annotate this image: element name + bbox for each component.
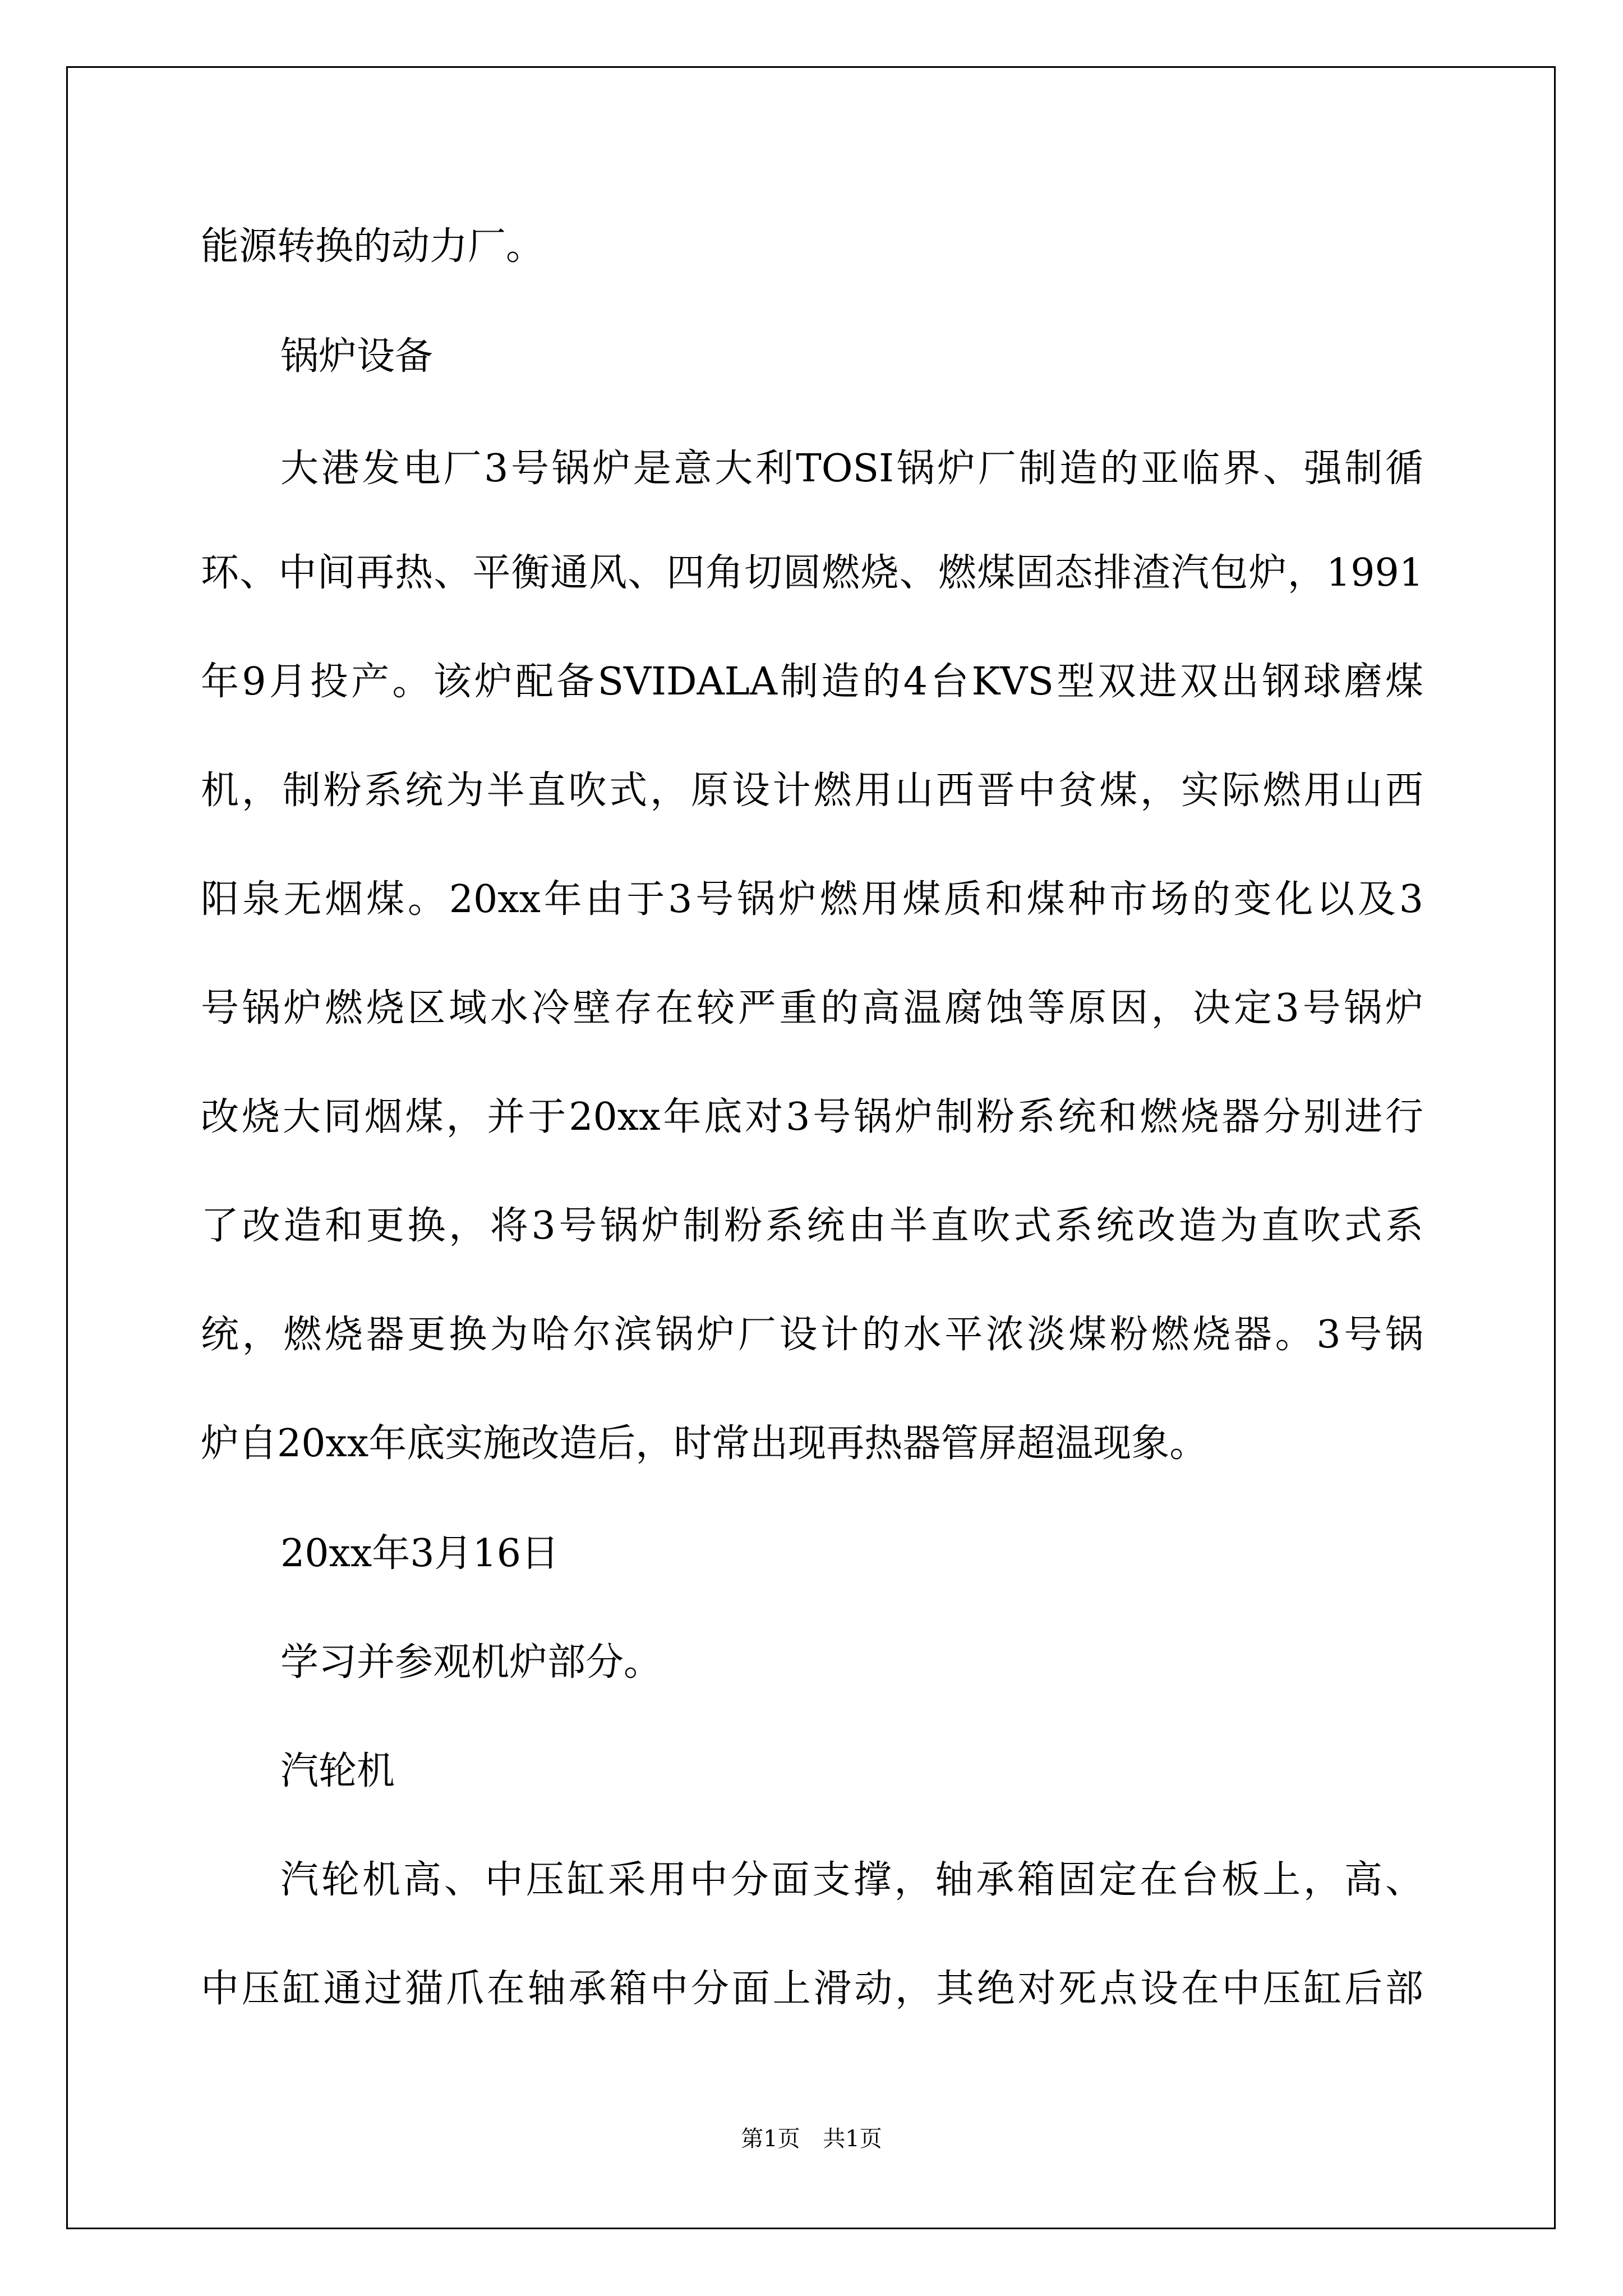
page-border bbox=[66, 66, 1556, 2229]
study-line: 学习并参观机炉部分。 bbox=[280, 1640, 662, 1685]
page-footer bbox=[0, 2125, 1623, 2153]
date-line: 20xx年3月16日 bbox=[280, 1531, 560, 1576]
paragraph-tail: 能源转换的动力厂。 bbox=[201, 224, 545, 269]
section-heading-turbine: 汽轮机 bbox=[280, 1749, 395, 1793]
boiler-line-1: 大港发电厂3号锅炉是意大利TOSI锅炉厂制造的亚临界、强制循 bbox=[280, 447, 1423, 491]
section-heading-boiler: 锅炉设备 bbox=[280, 334, 434, 379]
boiler-line-2: 环、中间再热、平衡通风、四角切圆燃烧、燃煤固态排渣汽包炉，1991 bbox=[201, 551, 1423, 595]
boiler-line-3: 年9月投产。该炉配备SVIDALA制造的4台KVS型双进双出钢球磨煤 bbox=[201, 660, 1423, 704]
turbine-line-2: 中压缸通过猫爪在轴承箱中分面上滑动，其绝对死点设在中压缸后部 bbox=[201, 1967, 1423, 2011]
boiler-line-4: 机，制粉系统为半直吹式，原设计燃用山西晋中贫煤，实际燃用山西 bbox=[201, 769, 1423, 813]
page-total: 共1页 bbox=[823, 2126, 882, 2152]
boiler-line-9: 统，燃烧器更换为哈尔滨锅炉厂设计的水平浓淡煤粉燃烧器。3号锅 bbox=[201, 1313, 1423, 1357]
boiler-line-5: 阳泉无烟煤。20xx年由于3号锅炉燃用煤质和煤种市场的变化以及3 bbox=[201, 877, 1423, 922]
boiler-line-10: 炉自20xx年底实施改造后，时常出现再热器管屏超温现象。 bbox=[201, 1421, 1208, 1466]
boiler-line-7: 改烧大同烟煤，并于20xx年底对3号锅炉制粉系统和燃烧器分别进行 bbox=[201, 1095, 1423, 1139]
boiler-line-8: 了改造和更换，将3号锅炉制粉系统由半直吹式系统改造为直吹式系 bbox=[201, 1204, 1423, 1248]
page-number: 第1页 bbox=[741, 2126, 800, 2152]
boiler-line-6: 号锅炉燃烧区域水冷壁存在较严重的高温腐蚀等原因，决定3号锅炉 bbox=[201, 986, 1423, 1030]
turbine-line-1: 汽轮机高、中压缸采用中分面支撑，轴承箱固定在台板上，高、 bbox=[280, 1858, 1423, 1902]
